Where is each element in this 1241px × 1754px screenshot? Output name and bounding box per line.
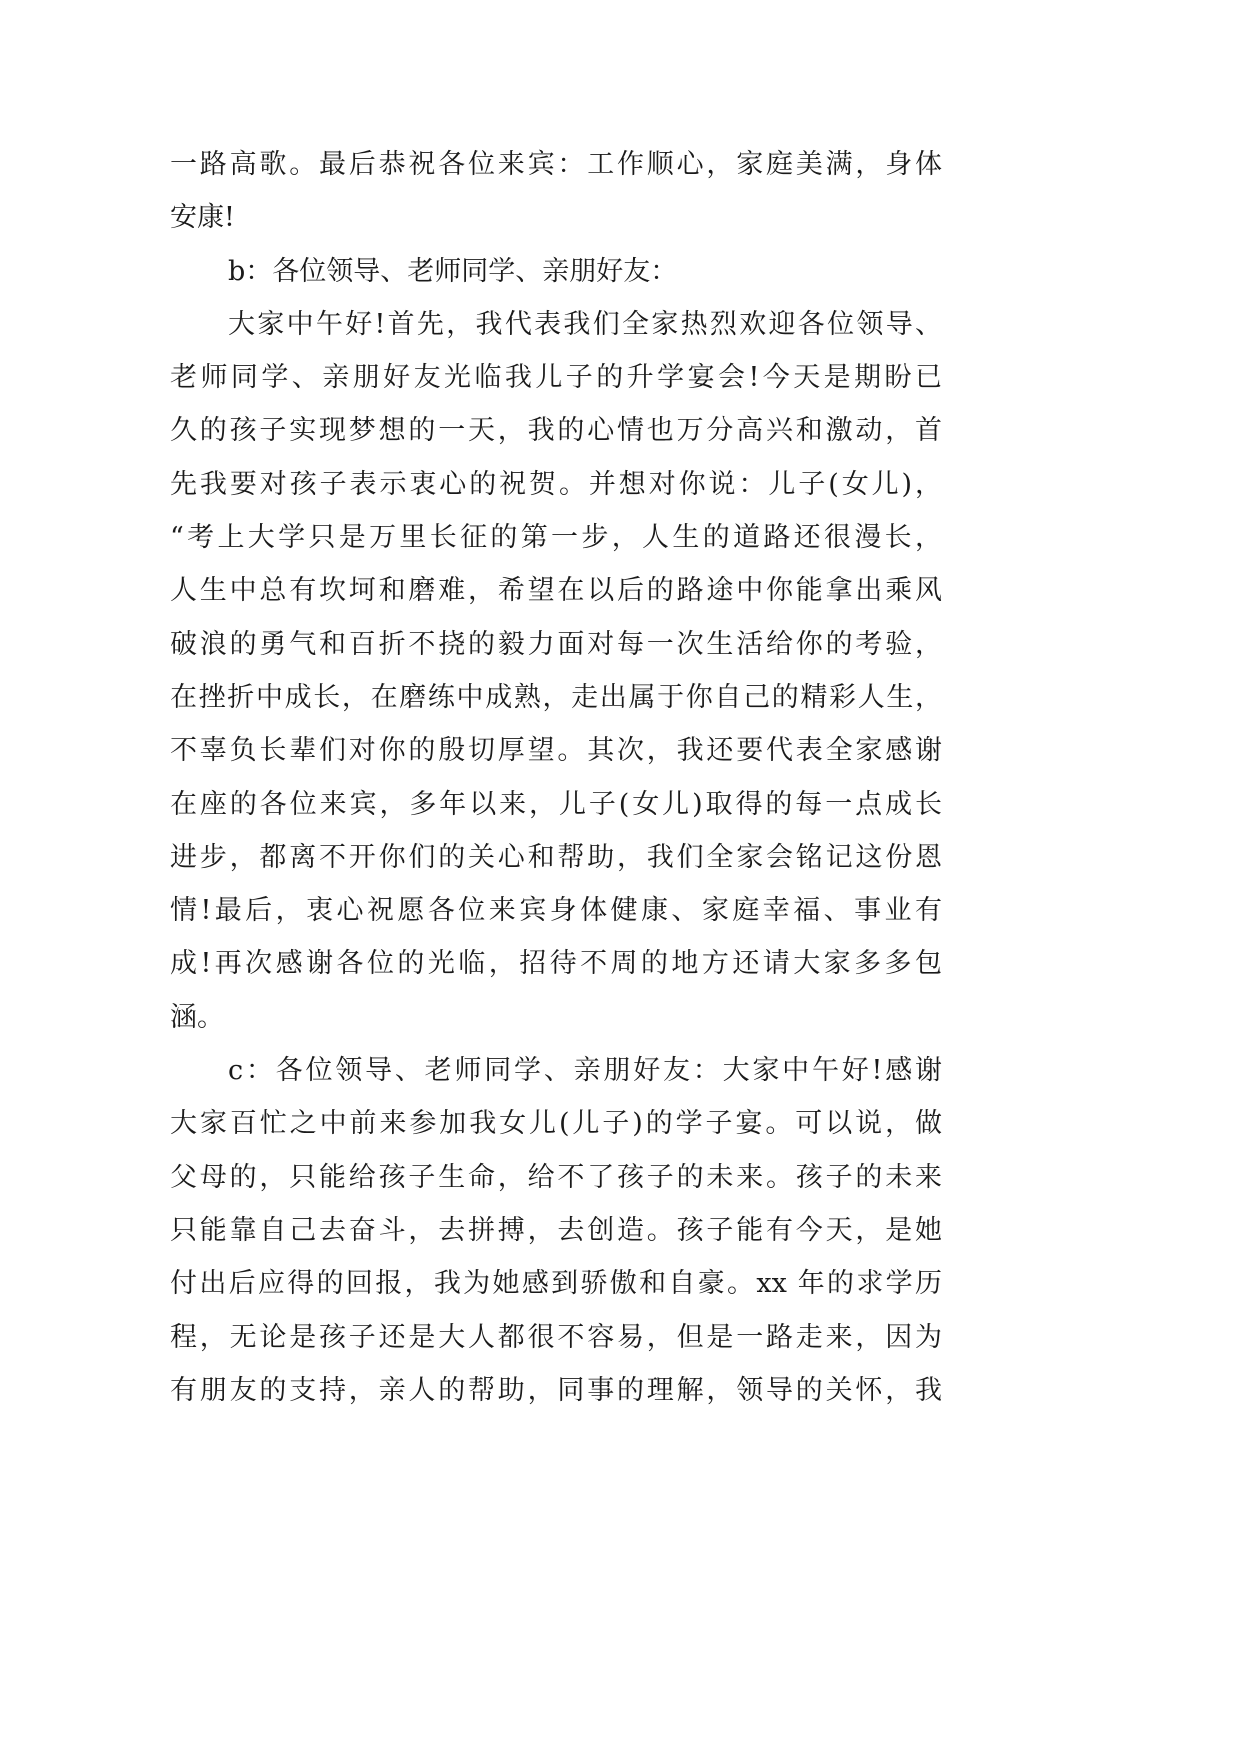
text-line: 一路高歌。最后恭祝各位来宾：工作顺心，家庭美满，身体 bbox=[170, 149, 942, 180]
text-line: 人生中总有坎坷和磨难，希望在以后的路途中你能拿出乘风 bbox=[170, 575, 942, 607]
text-line: 不辜负长辈们对你的殷切厚望。其次，我还要代表全家感谢 bbox=[170, 735, 942, 767]
text-line: 大家百忙之中前来参加我女儿(儿子)的学子宴。可以说，做 bbox=[170, 1108, 942, 1140]
text-line: 程，无论是孩子还是大人都很不容易，但是一路走来，因为 bbox=[170, 1321, 942, 1353]
text-line: 涵。 bbox=[170, 1001, 224, 1033]
text-line: 久的孩子实现梦想的一天，我的心情也万分高兴和激动，首 bbox=[170, 415, 942, 447]
text-line: 大家中午好!首先，我代表我们全家热烈欢迎各位领导、 bbox=[228, 308, 942, 340]
paragraph-closing bbox=[170, 138, 942, 245]
text-line: 安康! bbox=[170, 202, 235, 234]
text-line: 付出后应得的回报，我为她感到骄傲和自豪。xx 年的求学历 bbox=[170, 1268, 942, 1300]
text-line: 破浪的勇气和百折不挠的毅力面对每一次生活给你的考验， bbox=[170, 628, 942, 660]
text-line: 进步，都离不开你们的关心和帮助，我们全家会铭记这份恩 bbox=[170, 841, 942, 873]
paragraph-speech-c bbox=[170, 1044, 942, 1417]
text-line: 在挫折中成长，在磨练中成熟，走出属于你自己的精彩人生， bbox=[170, 681, 942, 713]
text-line: 老师同学、亲朋好友光临我儿子的升学宴会!今天是期盼已 bbox=[170, 362, 942, 394]
text-line: 先我要对孩子表示衷心的祝贺。并想对你说：儿子(女儿)， bbox=[170, 468, 942, 500]
paragraph-salutation-b bbox=[170, 245, 942, 298]
text-line: 情!最后，衷心祝愿各位来宾身体健康、家庭幸福、事业有 bbox=[170, 895, 942, 927]
text-line: 在座的各位来宾，多年以来，儿子(女儿)取得的每一点成长 bbox=[170, 788, 942, 820]
paragraph-speech-b bbox=[170, 298, 942, 1044]
text-line: 只能靠自己去奋斗，去拼搏，去创造。孩子能有今天，是她 bbox=[170, 1214, 942, 1246]
text-line: 成!再次感谢各位的光临，招待不周的地方还请大家多多包 bbox=[170, 948, 942, 980]
text-line: c：各位领导、老师同学、亲朋好友：大家中午好!感谢 bbox=[228, 1055, 942, 1087]
text-line: 父母的，只能给孩子生命，给不了孩子的未来。孩子的未来 bbox=[170, 1161, 942, 1193]
text-line: “考上大学只是万里长征的第一步，人生的道路还很漫长， bbox=[170, 522, 942, 554]
document-body bbox=[170, 138, 942, 1417]
text-line: b：各位领导、老师同学、亲朋好友： bbox=[228, 255, 678, 287]
text-line: 有朋友的支持，亲人的帮助，同事的理解，领导的关怀，我 bbox=[170, 1374, 942, 1406]
